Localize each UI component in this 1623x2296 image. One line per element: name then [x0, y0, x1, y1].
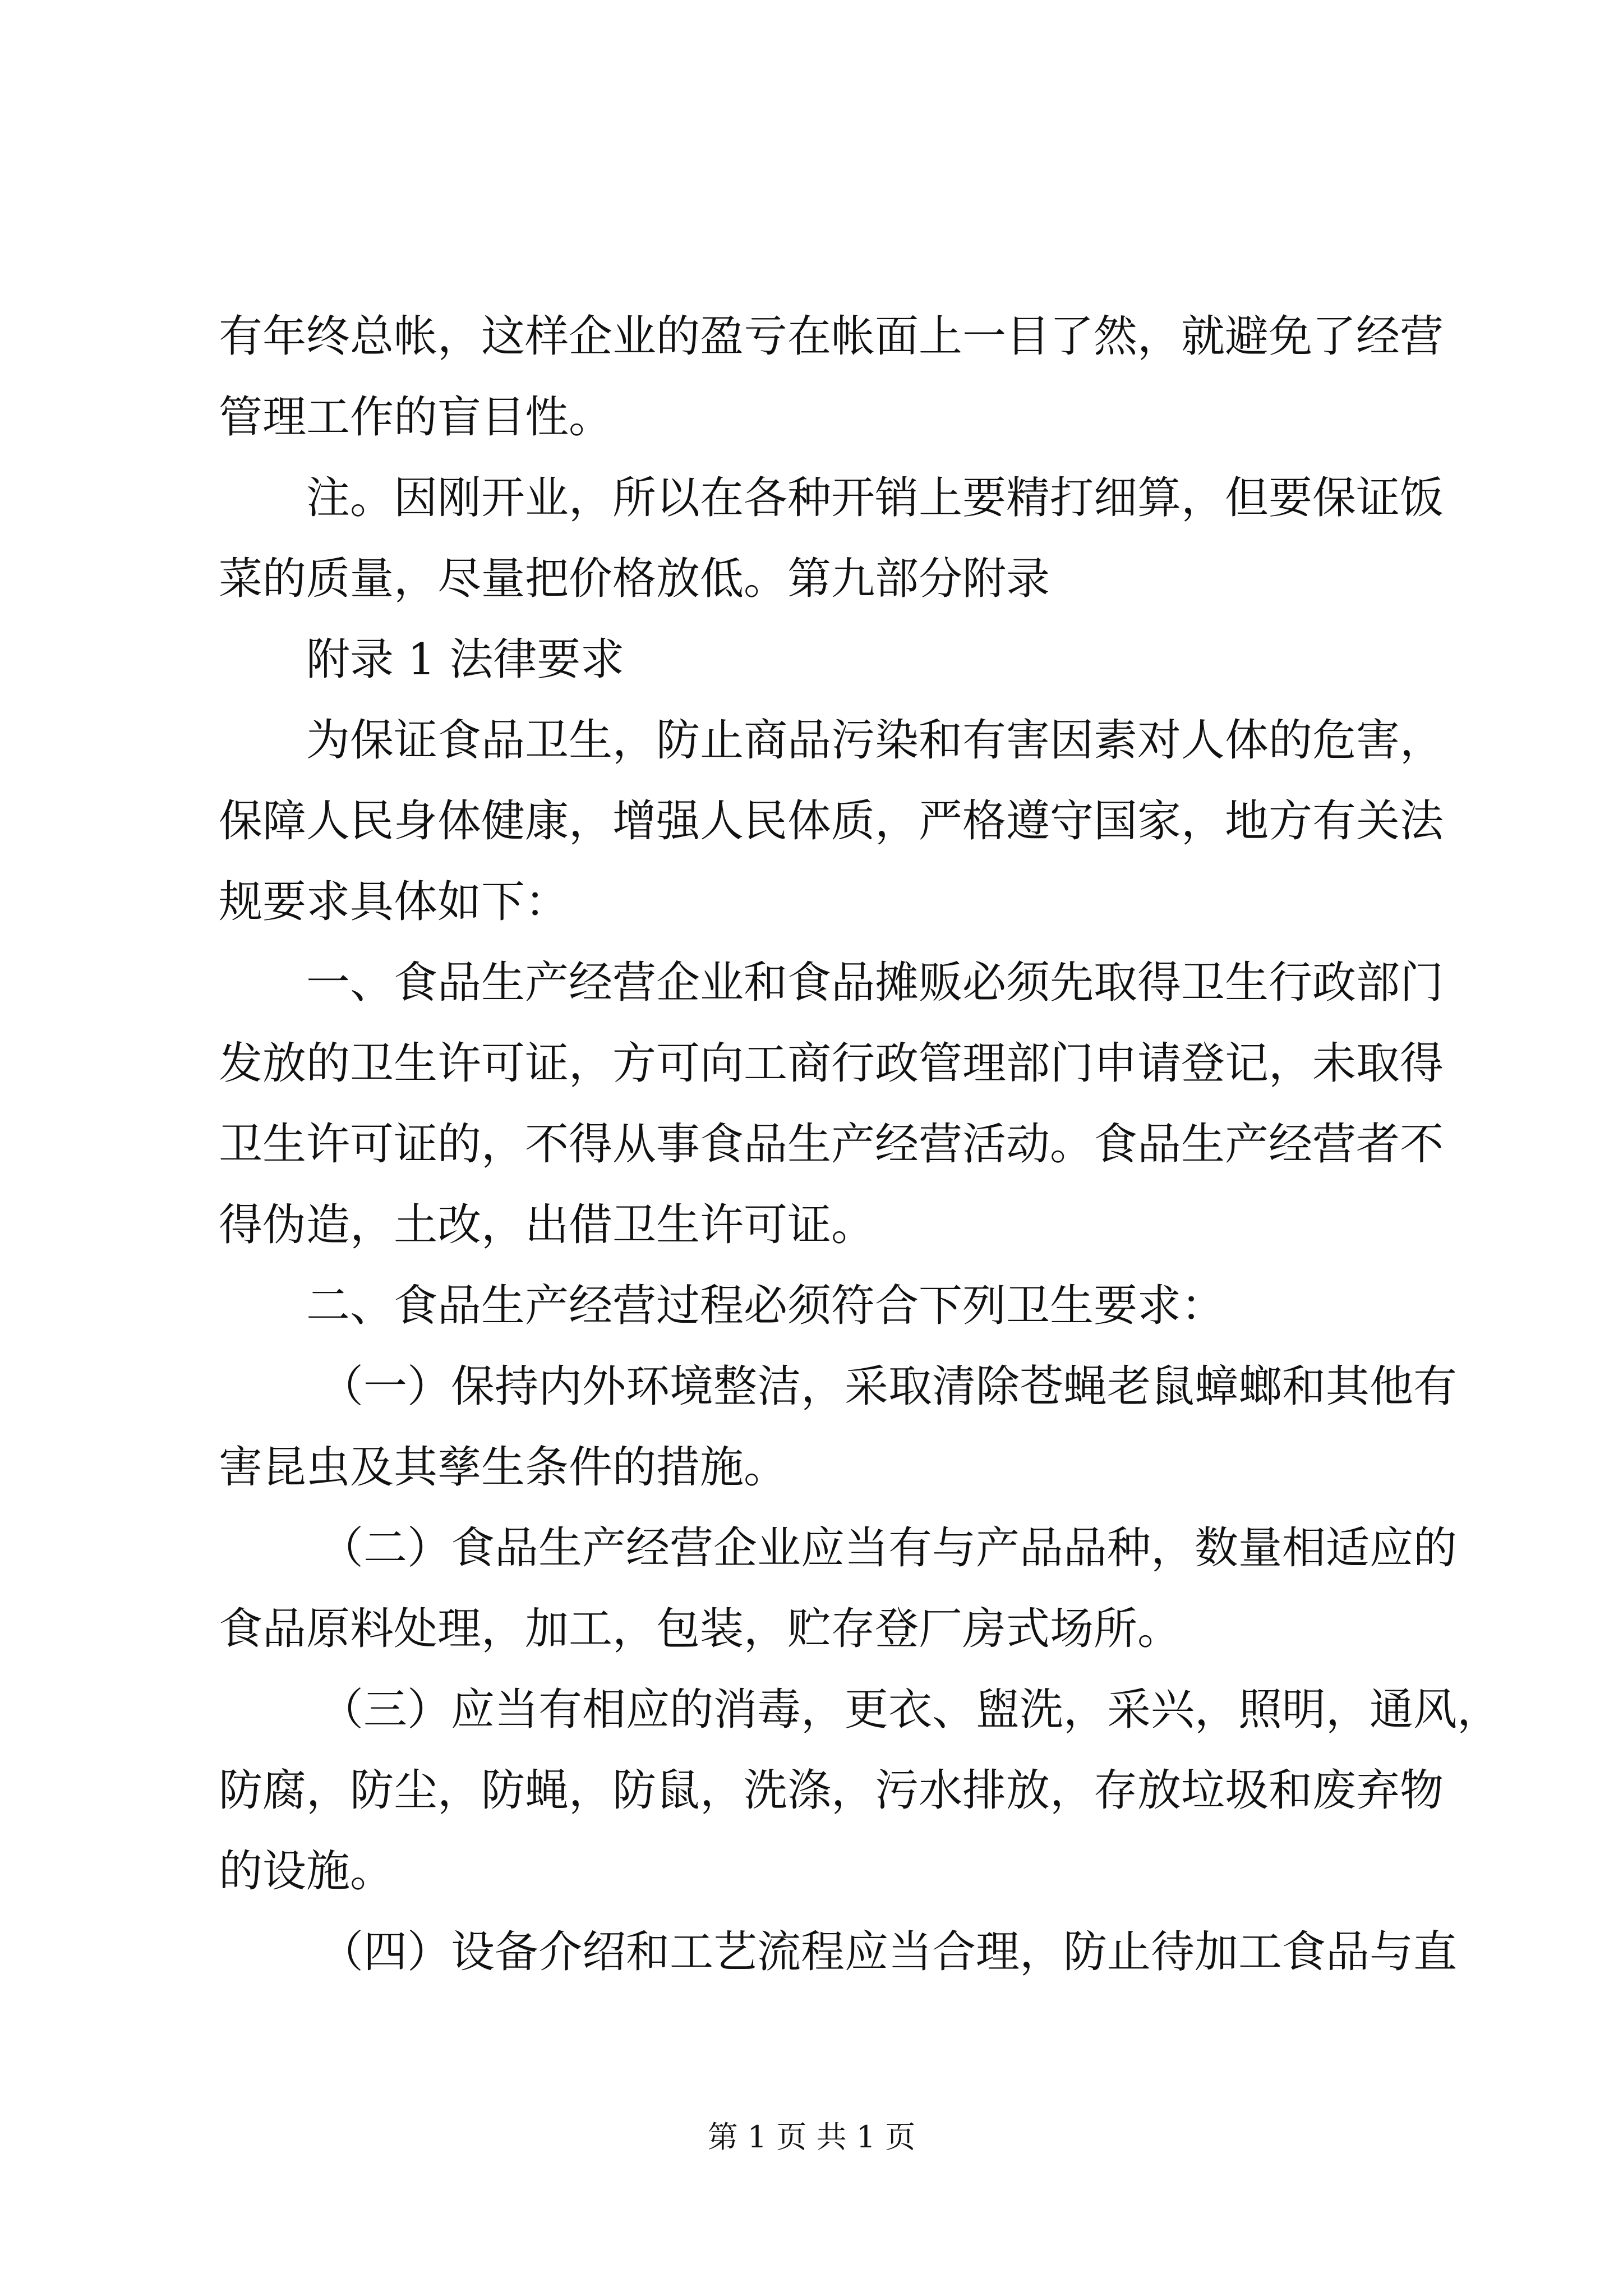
text-line: 防腐，防尘，防蝇，防鼠，洗涤，污水排放，存放垃圾和废弃物 [219, 1765, 1444, 1816]
text-line: 一、食品生产经营企业和食品摊贩必须先取得卫生行政部门 [306, 958, 1444, 1008]
text-line: 菜的质量，尽量把价格放低。第九部分附录 [219, 554, 1050, 604]
text-line: 卫生许可证的，不得从事食品生产经营活动。食品生产经营者不 [219, 1119, 1444, 1170]
text-line: 的设施。 [219, 1846, 394, 1897]
page-number-footer: 第 1 页 共 1 页 [707, 2119, 916, 2155]
text-line: （三）应当有相应的消毒，更衣、盥洗，采兴，照明，通风， [320, 1685, 1501, 1735]
section-heading: 附录 1 法律要求 [306, 634, 625, 685]
text-line: 保障人民身体健康，增强人民体质，严格遵守国家，地方有关法 [219, 796, 1444, 846]
text-line: 有年终总帐，这样企业的盈亏在帐面上一目了然，就避免了经营 [219, 311, 1444, 362]
text-line: （一）保持内外环境整洁，采取清除苍蝇老鼠蟑螂和其他有 [320, 1361, 1458, 1412]
text-line: 得伪造，土改，出借卫生许可证。 [219, 1200, 875, 1250]
text-line: 食品原料处理，加工，包装，贮存登厂房式场所。 [219, 1604, 1182, 1654]
text-line: 注。因刚开业，所以在各种开销上要精打细算，但要保证饭 [306, 473, 1444, 523]
text-line: 发放的卫生许可证，方可向工商行政管理部门申请登记，未取得 [219, 1038, 1444, 1089]
text-line: 害昆虫及其孳生条件的措施。 [219, 1442, 788, 1493]
text-line: 为保证食品卫生，防止商品污染和有害因素对人体的危害， [306, 715, 1444, 766]
document-body [219, 296, 1501, 1993]
text-line: （四）设备介绍和工艺流程应当合理，防止待加工食品与直 [320, 1927, 1458, 1977]
text-line: （二）食品生产经营企业应当有与产品品种，数量相适应的 [320, 1523, 1458, 1573]
text-line: 二、食品生产经营过程必须符合下列卫生要求： [306, 1281, 1225, 1331]
text-line: 管理工作的盲目性。 [219, 392, 613, 443]
text-line: 规要求具体如下： [219, 877, 569, 927]
